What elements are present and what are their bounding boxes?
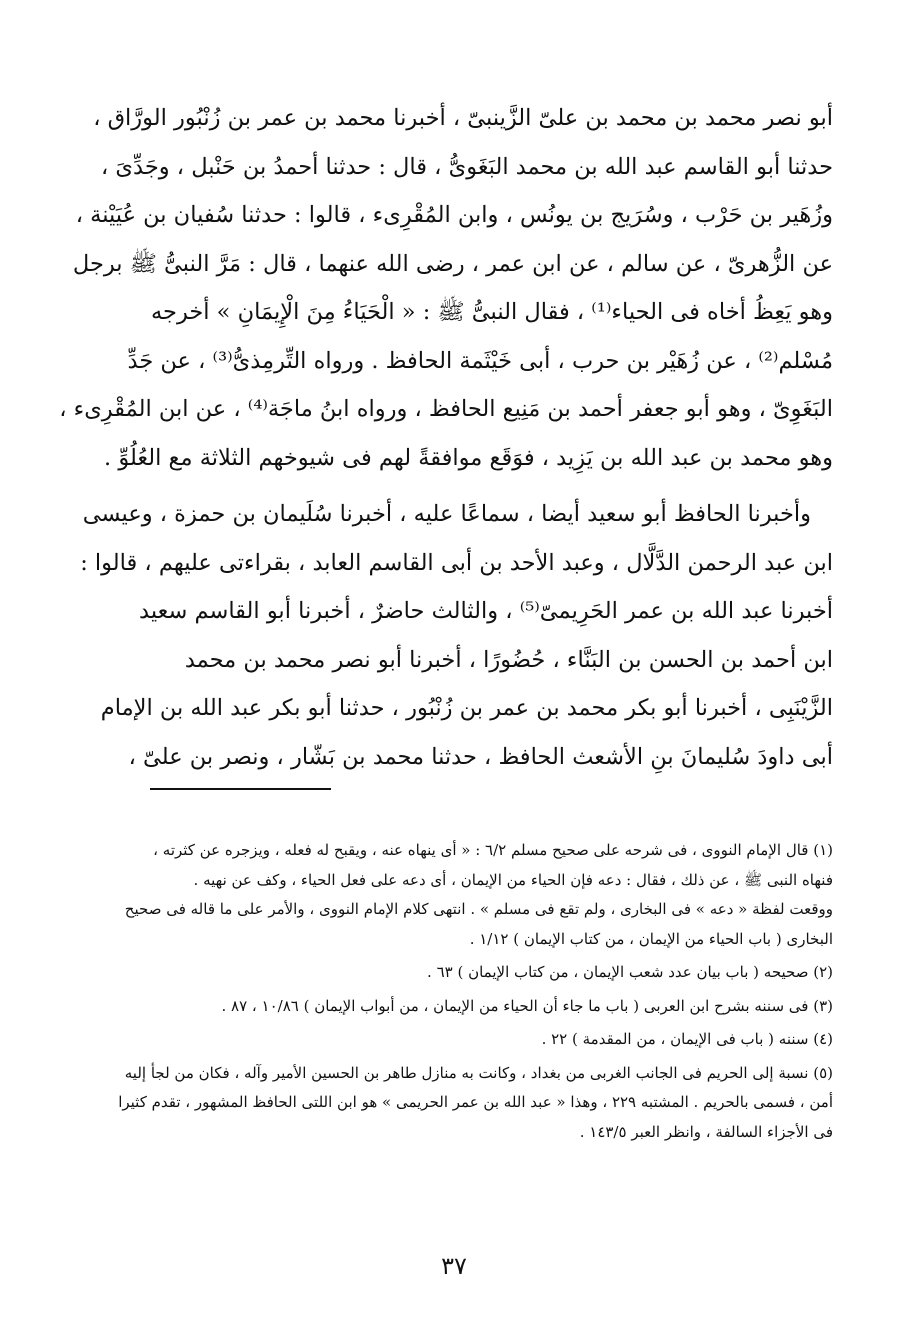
footnote-5 xyxy=(118,1059,833,1148)
footnote-line: فنهاه النبى ﷺ ، عن ذلك ، فقال : دعه فإن الحياء من الإيمان ، أى دعه على فعل الحياء ، وكف عن نهيه . xyxy=(193,870,833,889)
footnote-line: (٥) نسبة إلى الحريم فى الجانب الغربى من بغداد ، وكانت به منازل طاهر بن الحسين الأمير وآله ، فكان من لجأ إليه xyxy=(124,1063,833,1082)
text-line: الزَّيْنَبِى ، أخبرنا أبو بكر محمد بن عمر بن زُنْبُور ، حدثنا أبو بكر عبد الله بن الإمام xyxy=(100,695,833,721)
footnote-line: فى الأجزاء السالفة ، وانظر العبر ١٤٣/٥ . xyxy=(579,1122,833,1141)
text-line: مُسْلم⁽²⁾ ، عن زُهَيْر بن حرب ، أبى خَيْثَمة الحافظ . ورواه التِّرمِذىُّ⁽³⁾ ، عن جَدِّ xyxy=(127,347,833,374)
footnote-line: (١) قال الإمام النووى ، فى شرحه على صحيح مسلم ٦/٢ : « أى ينهاه عنه ، ويقبح له فعله ، ويزجره عن كثرته ، xyxy=(153,841,833,859)
footnote-separator xyxy=(150,788,331,790)
text-line: البَغَوِىّ ، وهو أبو جعفر أحمد بن مَنِيع الحافظ ، ورواه ابنُ ماجَة⁽⁴⁾ ، عن ابن المُقْرِىء ، xyxy=(59,396,833,422)
text-line: أخبرنا عبد الله بن عمر الحَرِيمىّ⁽⁵⁾ ، والثالث حاضرٌ ، أخبرنا أبو القاسم سعيد xyxy=(139,598,833,624)
footnote-line: ووقعت لفظة « دعه » فى البخارى ، ولم تقع فى مسلم » . انتهى كلام الإمام النووى ، والأمر على ما قاله فى صحيح xyxy=(124,900,833,918)
paragraph-1 xyxy=(59,94,833,482)
footnote-line: أمن ، فسمى بالحريم . المشتبه ٢٢٩ ، وهذا « عبد الله بن عمر الحريمى » هو ابن اللتى الحافظ المشهور ، تقدم كثيرا xyxy=(118,1093,833,1111)
main-text xyxy=(59,94,833,781)
paragraph-2 xyxy=(80,490,833,781)
text-line: أبو نصر محمد بن محمد بن علىّ الزَّينبىّ ، أخبرنا محمد بن عمر بن زُنْبُور الورَّاق ، xyxy=(93,105,833,131)
text-line: ابن أحمد بن الحسن بن البَنَّاء ، حُضُورًا ، أخبرنا أبو نصر محمد بن محمد xyxy=(184,646,833,673)
page-number: ٣٧ xyxy=(441,1252,467,1280)
text-line: ابن عبد الرحمن الدَّلَّال ، وعبد الأحد بن أبى القاسم العابد ، بقراءتى عليهم ، قالوا : xyxy=(80,549,833,576)
text-line: أبى داودَ سُليمانَ بنِ الأشعث الحافظ ، حدثنا محمد بن بَشّار ، ونصر بن علىّ ، xyxy=(128,743,833,770)
text-line: وزُهَير بن حَرْب ، وسُرَيج بن يونُس ، وابن المُقْرِىء ، قالوا : حدثنا سُفيان بن عُيَيْنة ، xyxy=(75,202,833,228)
footnote-2: (٢) صحيحه ( باب بيان عدد شعب الإيمان ، من كتاب الإيمان ) ٦٣ . xyxy=(427,963,833,981)
footnote-4: (٤) سننه ( باب فى الإيمان ، من المقدمة ) ٢٢ . xyxy=(541,1030,833,1048)
footnote-3: (٣) فى سننه بشرح ابن العربى ( باب ما جاء أن الحياء من الإيمان ، من أبواب الإيمان ) ١٠/٨٦ ، ٨٧ . xyxy=(221,996,833,1015)
text-line: عن الزُّهرىّ ، عن سالم ، عن ابن عمر ، رضى الله عنهما ، قال : مَرَّ النبىُّ ﷺ برجل xyxy=(72,250,833,277)
footnotes xyxy=(118,836,833,1147)
footnote-1 xyxy=(124,836,833,954)
text-line: وهو محمد بن عبد الله بن يَزِيد ، فوَقَع موافقةً لهم فى شيوخهم الثلاثة مع العُلُوِّ . xyxy=(104,444,833,471)
text-line: وهو يَعِظُ أخاه فى الحياء⁽¹⁾ ، فقال النبىُّ ﷺ : « الْحَيَاءُ مِنَ الْإِيمَانِ » أخرجه xyxy=(150,299,833,325)
text-line: وأخبرنا الحافظ أبو سعيد أيضا ، سماعًا عليه ، أخبرنا سُلَيمان بن حمزة ، وعيسى xyxy=(82,501,811,527)
footnote-line: البخارى ( باب الحياء من الإيمان ، من كتاب الإيمان ) ١/١٢ . xyxy=(469,929,833,948)
text-line: حدثنا أبو القاسم عبد الله بن محمد البَغَوىُّ ، قال : حدثنا أحمدُ بن حَنْبل ، وجَدِّىَ ، xyxy=(101,153,833,180)
